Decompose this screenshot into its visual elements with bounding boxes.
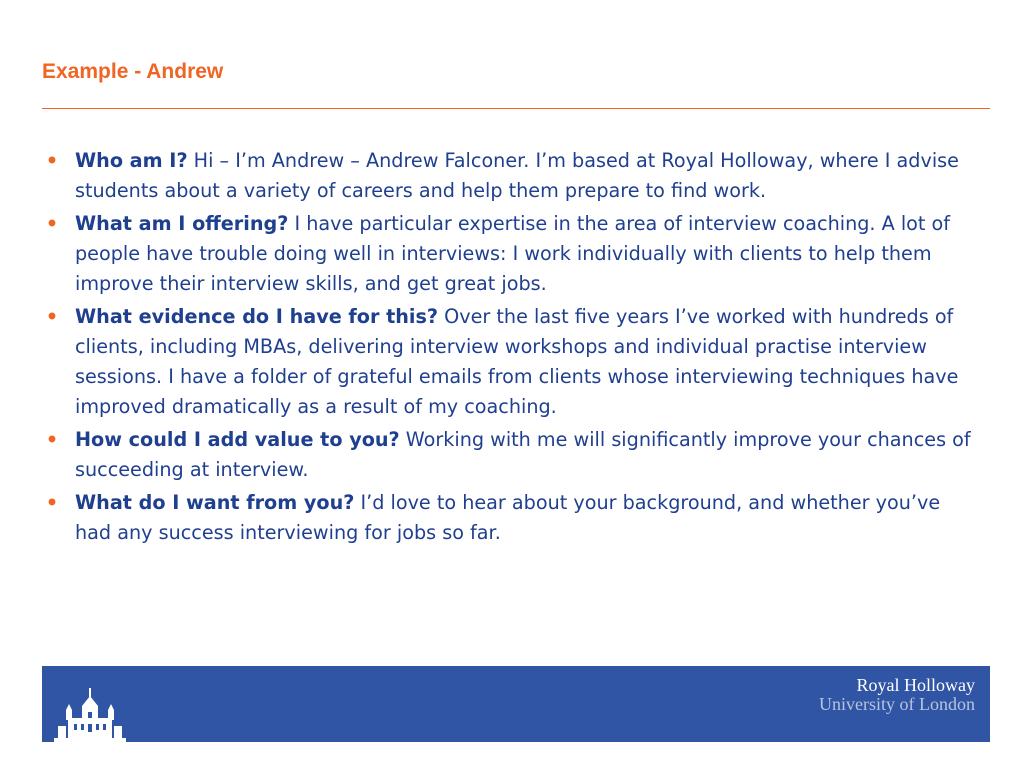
bullet-item [42, 425, 982, 485]
bullet-dot: • [45, 305, 59, 328]
bullet-answer: I have particular expertise in the area of interview coaching. A lot of people have trouble doing well in interviews: I work individually with clients to help them improve their interview skills, and get great jobs. [75, 212, 951, 295]
footer-banner [42, 666, 990, 742]
bullet-answer: I’d love to hear about your background, and whether you’ve had any success interviewing for jobs so far. [75, 491, 941, 544]
bullet-question: Who am I? [75, 149, 188, 172]
bullet-item [42, 488, 982, 548]
brand-name: Royal Holloway [856, 675, 975, 695]
building-crest-icon [54, 688, 126, 742]
bullet-item [42, 146, 982, 206]
bullet-dot: • [45, 491, 59, 514]
bullet-dot: • [45, 149, 59, 172]
brand-subtitle: University of London [819, 694, 975, 714]
bullet-dot: • [45, 212, 59, 235]
title-divider [42, 108, 990, 109]
bullet-item [42, 209, 982, 299]
bullet-item [42, 302, 982, 422]
bullet-answer: Working with me will significantly improve your chances of succeeding at interview. [75, 428, 971, 481]
bullet-dot: • [45, 428, 59, 451]
bullet-answer: Hi – I’m Andrew – Andrew Falconer. I’m based at Royal Holloway, where I advise students about a variety of careers and help them prepare to find work. [75, 149, 959, 202]
bullet-question: What do I want from you? [75, 491, 355, 514]
bullet-question: How could I add value to you? [75, 428, 400, 451]
bullet-list [42, 146, 982, 551]
slide-title: Example - Andrew [42, 60, 224, 83]
bullet-question: What am I offering? [75, 212, 289, 235]
bullet-question: What evidence do I have for this? [75, 305, 439, 328]
university-logo [819, 676, 975, 714]
bullet-answer: Over the last five years I’ve worked with hundreds of clients, including MBAs, delivering interview workshops and individual practise interview sessions. I have a folder of grateful emails from clients whose interviewing techniques have improved dramatically as a result of my coaching. [75, 305, 959, 418]
